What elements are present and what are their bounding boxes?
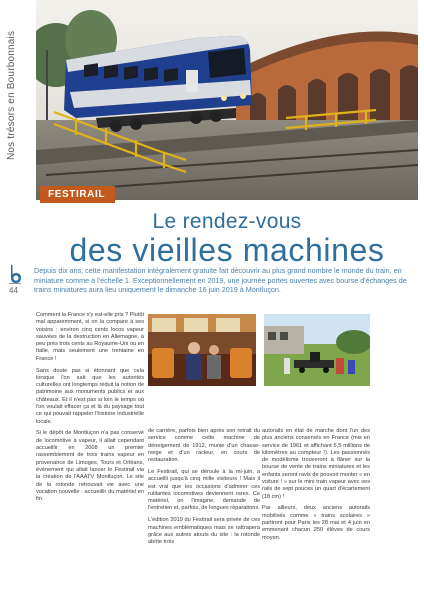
section-label: [4, 10, 18, 160]
paragraph: L'édition 2019 du Festirail sera privée de ces machines emblématiques mais se rattrapera grâce aux autres atouts du site : la rotonde abrite trois: [148, 517, 260, 546]
text-column-3: [262, 428, 370, 546]
paragraph: Par ailleurs, deux anciens autorails mobilisés comme « trains scolaires » partiront pour Paris les 28 mai et 4 juin en emmenant chacun 250 élèves de cours moyen.: [262, 505, 370, 541]
logo-divider: [9, 283, 21, 284]
section-tag: FESTIRAIL: [40, 186, 115, 203]
article-intro: Depuis dix ans, cette manifestation intégralement gratuite fait découvrir au plus grand nombre le monde du train, en miniature comme à l'échelle 1. Exceptionnellement en 2019, une journée portes ouvertes avec bourse d'échanges de trains miniatures aura lieu uniquement le dimanche 16 juin 2019 à Montluçon.: [34, 266, 407, 295]
hero-photo-railcar-turntable: [36, 0, 418, 200]
text-column-1: [36, 312, 144, 508]
paragraph: de carrière, parfois bien après son retrait du service comme cette machine de déneigement de 1912, munie d'un chasse-neige et d'un racleur, en cours de restauration.: [148, 428, 260, 464]
paragraph: Si le dépôt de Montluçon n'a pas conservé de locomotive à vapeur, il allait cependant accueillir en 2008 un premier rassemblement de trois trains vapeur en provenance de Limoges, Tours et Orléans, événement qui allait lancer le Festirail via la création de l'AAATV Montluçon. Le site de la rotonde retrouvait vie avec une vocation nouvelle : accueillir du matériel en fin: [36, 430, 144, 503]
article-title-line1: Le rendez-vous: [152, 210, 302, 233]
article-title-line2: des vieilles machines: [69, 232, 385, 268]
page-number: 44: [9, 286, 18, 295]
section-label-text: Nos trésors en Bourbonnais: [6, 30, 17, 160]
paragraph: Le Festirail, qui se déroule à la mi-juin, a accueilli jusqu'à cinq mille visiteurs ! Mais il est vrai que les occasions d'admirer ces rutilantes locomotives deviennent rares. Ce matériel, on l'imagine, demande de l'entretien et, parfois, de longues réparations.: [148, 468, 260, 512]
paragraph: autorails en état de marche dont l'un des plus anciens conservés en France (mis en service de 1961 et affichant 5,5 millions de kilomètres au compteur !). Les passionnés de modélisme trouveront à flâner sur la bourse de vente de trains miniatures et les enfants seront ravis de pouvoir monter « en voiture ! » sur le mini train vapeur avec ses rails de sept pouces un quart d'écartement (18 cm) !: [262, 428, 370, 500]
paragraph: Sans doute pas si étonnant que cela lorsque l'on sait que les autorités culturelles ont longtemps réduit la notion de patrimoine aux monuments publics et aux châteaux. Et il n'est pas si loin le temps où l'on voulait effacer ça et là du paysage tout ce qui pouvait rappeler l'histoire industrielle locale.: [36, 367, 144, 425]
photo-train-interior: [148, 314, 256, 386]
text-column-2: [148, 428, 260, 551]
photo-mini-steam-train: [264, 314, 370, 386]
paragraph: Comment la France s'y est-elle pris ? Plutôt mal apparemment, si on la compare à ses voisins : environ cinq cents locos vapeur sauvées de la destruction en Allemagne, à peu près trois cents au Royaume-Uni ou en Italie, mais seulement une trentaine en France !: [36, 312, 145, 362]
